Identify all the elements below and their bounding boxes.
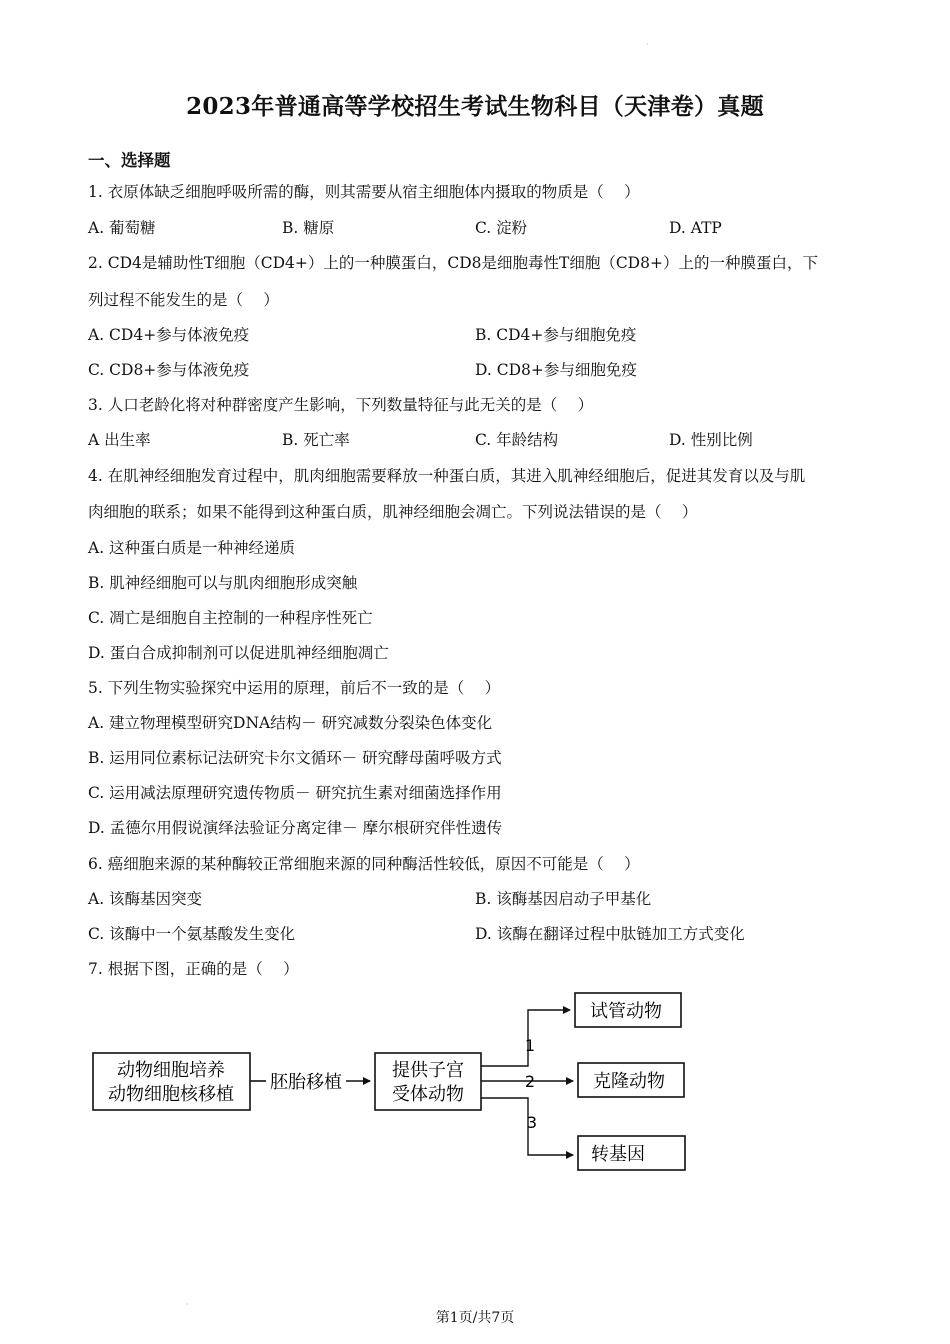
middle-box-line2: 受体动物	[392, 1084, 464, 1105]
target-3: 转基因	[591, 1144, 645, 1165]
question-5-stem: 5. 下列生物实验探究中运用的原理，前后不一致的是（ ）	[88, 679, 501, 697]
question-2-stem-line2: 列过程不能发生的是（ ）	[88, 291, 279, 309]
q4-option-d: D. 蛋白合成抑制剂可以促进肌神经细胞凋亡	[88, 644, 389, 662]
q2-option-a: A. CD4+参与体液免疫	[88, 326, 250, 344]
question-7-stem: 7. 根据下图，正确的是（ ）	[88, 960, 299, 978]
decorative-dot: ·	[646, 40, 649, 49]
question-2-stem-line1: 2. CD4是辅助性T细胞（CD4+）上的一种膜蛋白，CD8是细胞毒性T细胞（CD8+）上的一种膜蛋白，下	[88, 254, 818, 272]
target-2: 克隆动物	[593, 1071, 665, 1092]
q1-option-c: C. 淀粉	[475, 219, 528, 237]
question-4-stem-line2: 肉细胞的联系；如果不能得到这种蛋白质，肌神经细胞会凋亡。下列说法错误的是（ ）	[88, 503, 698, 521]
branch-number-3: 3	[526, 1113, 538, 1132]
q5-option-a: A. 建立物理模型研究DNA结构－ 研究减数分裂染色体变化	[88, 714, 493, 732]
question-1-stem: 1. 衣原体缺乏细胞呼吸所需的酶，则其需要从宿主细胞体内摄取的物质是（ ）	[88, 183, 640, 201]
page-footer: 第1页/共7页	[435, 1310, 515, 1326]
q5-option-b: B. 运用同位素标记法研究卡尔文循环－ 研究酵母菌呼吸方式	[88, 749, 502, 767]
q6-option-b: B. 该酶基因启动子甲基化	[475, 890, 652, 908]
arrow-label: 胚胎移植	[270, 1072, 342, 1093]
decorative-dot: ·	[186, 1300, 189, 1309]
q6-option-a: A. 该酶基因突变	[88, 890, 203, 908]
q3-option-c: C. 年龄结构	[475, 431, 559, 449]
branch-number-1: 1	[524, 1036, 536, 1055]
q4-option-a: A. 这种蛋白质是一种神经递质	[88, 539, 296, 557]
question-6-stem: 6. 癌细胞来源的某种酶较正常细胞来源的同种酶活性较低，原因不可能是（ ）	[88, 855, 640, 873]
q1-option-a: A. 葡萄糖	[88, 219, 156, 237]
q1-option-d: D. ATP	[669, 219, 722, 237]
q6-option-c: C. 该酶中一个氨基酸发生变化	[88, 925, 296, 943]
branch-number-2: 2	[524, 1072, 536, 1091]
page-title: 2023年普通高等学校招生考试生物科目（天津卷）真题	[186, 93, 764, 120]
question-4-stem-line1: 4. 在肌神经细胞发育过程中，肌肉细胞需要释放一种蛋白质，其进入肌神经细胞后，促进其发育以及与肌	[88, 467, 806, 485]
q6-option-d: D. 该酶在翻译过程中肽链加工方式变化	[475, 925, 745, 943]
q2-option-c: C. CD8+参与体液免疫	[88, 361, 250, 379]
section-heading: 一、选择题	[88, 151, 171, 170]
left-box-line2: 动物细胞核移植	[108, 1084, 234, 1105]
q4-option-c: C. 凋亡是细胞自主控制的一种程序性死亡	[88, 609, 373, 627]
q2-option-b: B. CD4+参与细胞免疫	[475, 326, 637, 344]
q5-option-d: D. 孟德尔用假说演绎法验证分离定律－ 摩尔根研究伴性遗传	[88, 819, 503, 837]
question-3-stem: 3. 人口老龄化将对种群密度产生影响，下列数量特征与此无关的是（ ）	[88, 396, 594, 414]
q4-option-b: B. 肌神经细胞可以与肌肉细胞形成突触	[88, 574, 358, 592]
q2-option-d: D. CD8+参与细胞免疫	[475, 361, 637, 379]
q3-option-d: D. 性别比例	[669, 431, 753, 449]
q5-option-c: C. 运用减法原理研究遗传物质－ 研究抗生素对细菌选择作用	[88, 784, 502, 802]
target-1: 试管动物	[590, 1001, 662, 1022]
q3-option-a: A 出生率	[88, 431, 151, 449]
flow-diagram	[88, 990, 708, 1180]
middle-box-line1: 提供子宫	[392, 1060, 464, 1081]
left-box-line1: 动物细胞培养	[117, 1060, 225, 1081]
q1-option-b: B. 糖原	[282, 219, 335, 237]
q3-option-b: B. 死亡率	[282, 431, 350, 449]
